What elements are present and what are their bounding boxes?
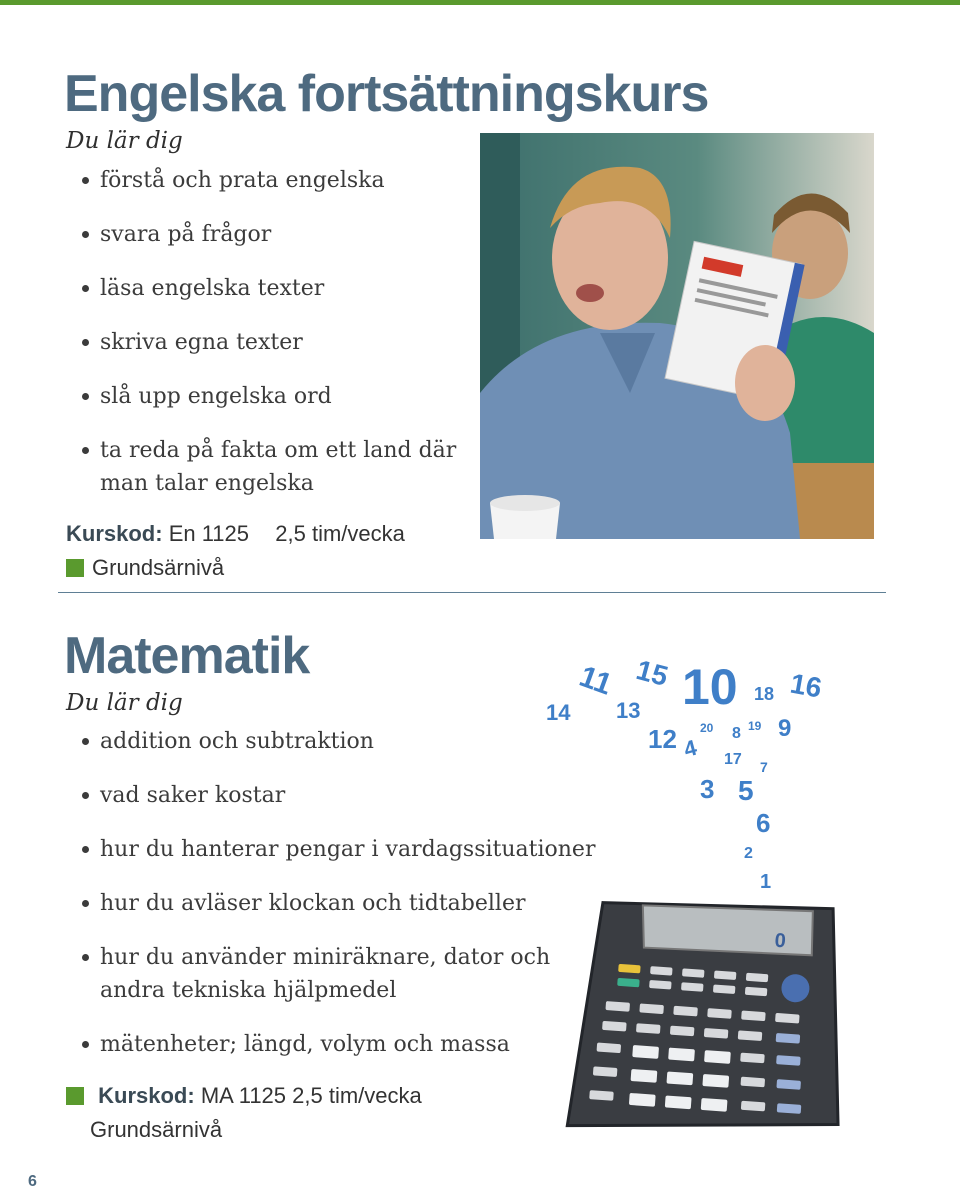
list-item: skriva egna texter [66,326,466,359]
calculator-icon [555,890,855,1150]
level-label: Grundsärnivå [92,555,225,580]
number-label: 11 [575,659,617,702]
engelska-subheading: Du lär dig [66,128,183,154]
page-number: 6 [28,1173,37,1190]
kurskod-label: Kurskod: [98,1083,195,1108]
list-item: hur du använder miniräknare, dator och andra tekniska hjälpmedel [66,941,580,1007]
list-item: hur du avläser klockan och tidtabeller [66,887,606,920]
number-label: 9 [778,715,792,742]
number-label: 12 [648,724,677,754]
kurskod-value: En 1125 [168,521,250,546]
number-label: 6 [756,808,771,838]
number-label: 13 [616,698,641,723]
number-label: 4 [681,734,700,763]
matematik-course-code-row [66,1083,422,1109]
list-item: förstå och prata engelska [66,164,466,197]
number-label: 1 [760,871,772,893]
number-label: 18 [754,684,775,704]
number-label: 7 [760,759,768,775]
title-bold: Engelska [64,65,285,123]
number-label: 14 [546,700,571,725]
matematik-level-row [90,1117,222,1143]
list-item: ta reda på fakta om ett land där man talar engelska [66,434,466,500]
list-item: mätenheter; längd, volym och massa [66,1028,606,1061]
number-label: 3 [700,774,715,804]
number-label: 5 [738,775,754,806]
matematik-subheading: Du lär dig [66,690,183,716]
kurskod-value: MA 1125 [200,1083,287,1108]
list-item: vad saker kostar [66,779,606,812]
number-label: 10 [682,659,738,715]
title-rest: fortsättningskurs [297,65,709,123]
level-label: Grundsärnivå [90,1117,223,1142]
list-item: hur du hanterar pengar i vardagssituationer [66,833,606,866]
hours-per-week: 2,5 tim/vecka [292,1083,422,1108]
kurskod-label: Kurskod: [66,521,163,546]
number-label: 15 [633,653,672,692]
hours-per-week: 2,5 tim/vecka [275,521,405,546]
list-item: addition och subtraktion [66,725,606,758]
number-label: 2 [744,845,753,862]
matematik-title: Matematik [64,627,310,685]
level-marker-icon [66,1087,84,1105]
calculator-display-value: 0 [773,929,787,953]
number-label: 19 [748,719,762,733]
list-item: läsa engelska texter [66,272,466,305]
list-item: svara på frågor [66,218,466,251]
list-item: slå upp engelska ord [66,380,466,413]
number-label: 17 [724,751,742,768]
number-label: 8 [732,725,741,742]
number-label: 16 [787,667,825,704]
number-label: 20 [700,721,714,735]
